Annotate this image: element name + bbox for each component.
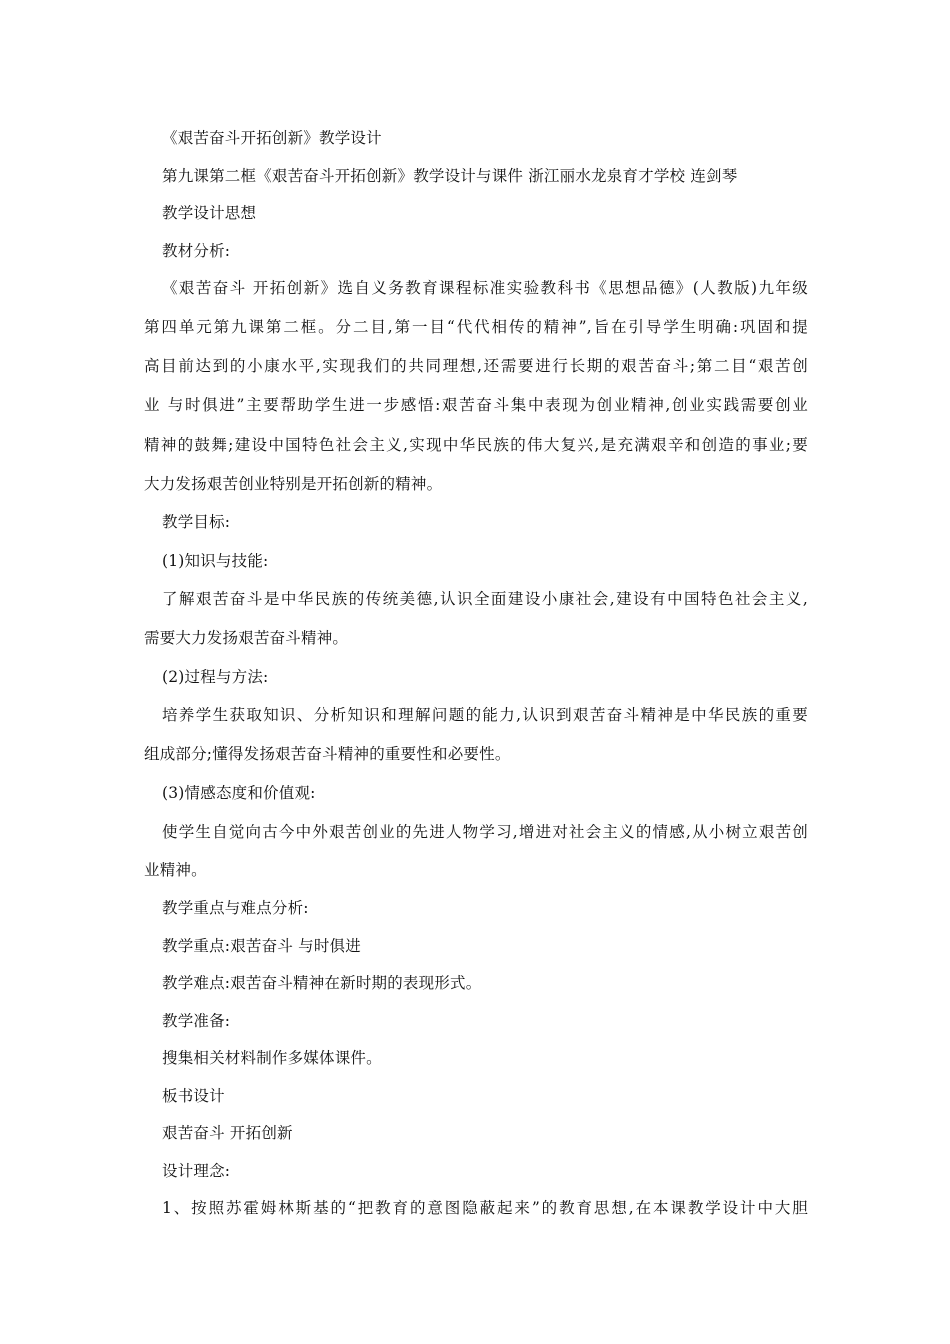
section-heading: 教材分析:: [162, 242, 231, 260]
document-title: 《艰苦奋斗开拓创新》教学设计: [162, 129, 382, 147]
paragraph-line: 教学难点:艰苦奋斗精神在新时期的表现形式。: [162, 974, 482, 992]
section-heading: 教学设计思想: [162, 204, 257, 222]
paragraph-line: 1、按照苏霍姆林斯基的“把教育的意图隐蔽起来”的教育思想,在本课教学设计中大胆: [162, 1199, 808, 1217]
paragraph-line: 培养学生获取知识、分析知识和理解问题的能力,认识到艰苦奋斗精神是中华民族的重要: [162, 706, 808, 724]
section-heading: 板书设计: [162, 1087, 225, 1105]
paragraph-line: 业 与时俱进”主要帮助学生进一步感悟:艰苦奋斗集中表现为创业精神,创业实践需要创业: [144, 396, 808, 414]
section-heading: 教学重点与难点分析:: [162, 899, 309, 917]
paragraph-line: 了解艰苦奋斗是中华民族的传统美德,认识全面建设小康社会,建设有中国特色社会主义,: [162, 590, 808, 608]
subsection-heading: (1)知识与技能:: [162, 552, 269, 570]
paragraph-line: 业精神。: [144, 861, 207, 879]
paragraph-line: 教学重点:艰苦奋斗 与时俱进: [162, 937, 361, 955]
paragraph-line: 组成部分;懂得发扬艰苦奋斗精神的重要性和必要性。: [144, 745, 511, 763]
paragraph-line: 《艰苦奋斗 开拓创新》选自义务教育课程标准实验教科书《思想品德》(人教版)九年级: [162, 279, 808, 297]
paragraph-line: 艰苦奋斗 开拓创新: [162, 1124, 293, 1142]
paragraph-line: 第四单元第九课第二框。分二目,第一目“代代相传的精神”,旨在引导学生明确:巩固和提: [144, 318, 808, 336]
paragraph-line: 高目前达到的小康水平,实现我们的共同理想,还需要进行长期的艰苦奋斗;第二目“艰苦创: [144, 357, 808, 375]
section-heading: 教学目标:: [162, 513, 231, 531]
paragraph-line: 大力发扬艰苦创业特别是开拓创新的精神。: [144, 475, 443, 493]
paragraph-line: 精神的鼓舞;建设中国特色社会主义,实现中华民族的伟大复兴,是充满艰辛和创造的事业;要: [144, 436, 808, 454]
section-heading: 设计理念:: [162, 1162, 231, 1180]
section-heading: 教学准备:: [162, 1012, 231, 1030]
paragraph-line: 需要大力发扬艰苦奋斗精神。: [144, 629, 349, 647]
document-subtitle: 第九课第二框《艰苦奋斗开拓创新》教学设计与课件 浙江丽水龙泉育才学校 连剑琴: [162, 167, 738, 185]
subsection-heading: (3)情感态度和价值观:: [162, 784, 316, 802]
paragraph-line: 搜集相关材料制作多媒体课件。: [162, 1049, 382, 1067]
paragraph-line: 使学生自觉向古今中外艰苦创业的先进人物学习,增进对社会主义的情感,从小树立艰苦创: [162, 823, 808, 841]
subsection-heading: (2)过程与方法:: [162, 668, 269, 686]
